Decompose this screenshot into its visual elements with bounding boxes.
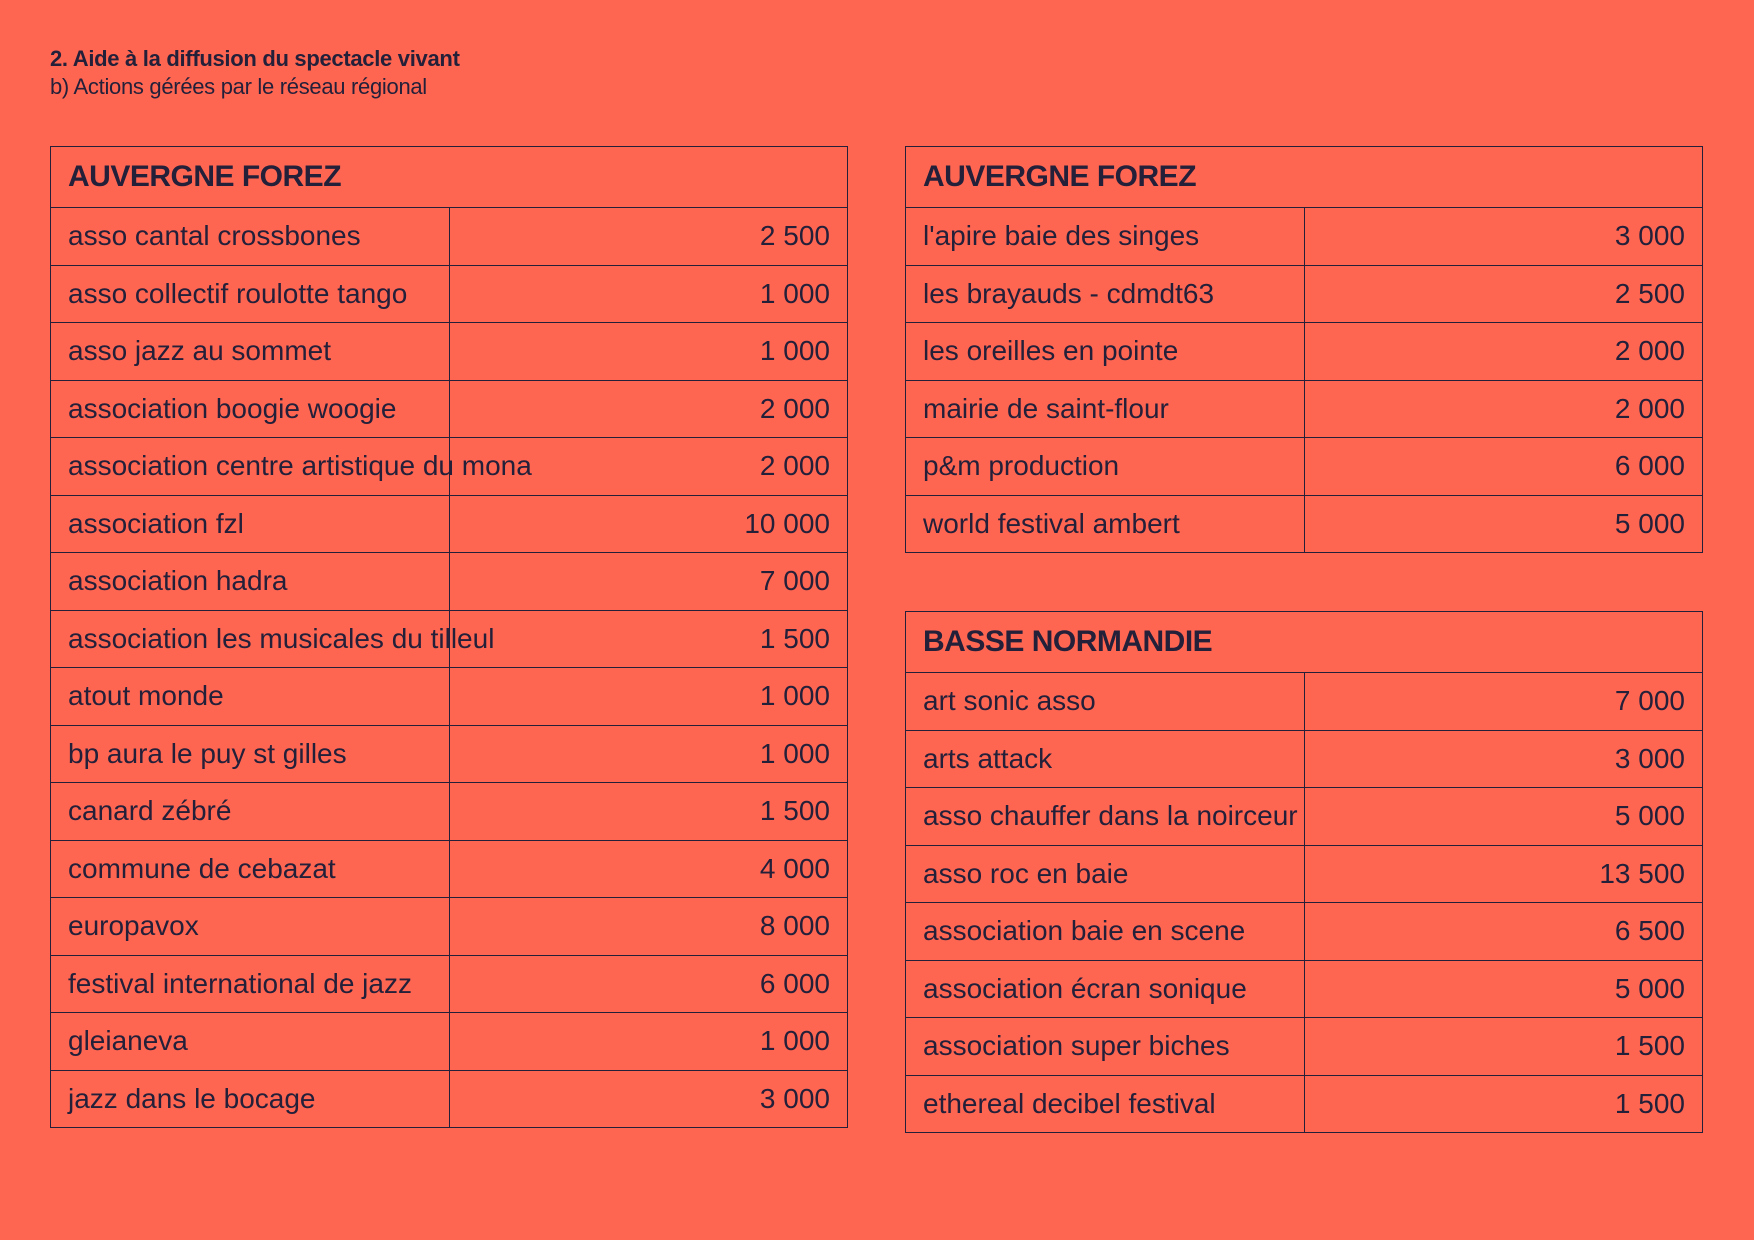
grant-amount: 2 000 [449, 380, 848, 438]
grant-amount: 1 000 [449, 265, 848, 323]
beneficiary-name: asso collectif roulotte tango [51, 265, 450, 323]
beneficiary-name: commune de cebazat [51, 840, 450, 898]
table-row [51, 438, 848, 496]
grant-amount: 13 500 [1304, 845, 1703, 903]
table-row [51, 380, 848, 438]
beneficiary-name: world festival ambert [906, 495, 1305, 553]
table-header-row [906, 612, 1703, 673]
beneficiary-name: festival international de jazz [51, 955, 450, 1013]
beneficiary-name: asso jazz au sommet [51, 323, 450, 381]
grant-amount: 6 500 [1304, 903, 1703, 961]
grant-amount: 1 000 [449, 725, 848, 783]
beneficiary-name: arts attack [906, 730, 1305, 788]
grant-amount: 2 000 [449, 438, 848, 496]
grant-amount: 3 000 [449, 1070, 848, 1128]
grant-amount: 5 000 [1304, 960, 1703, 1018]
grant-amount: 5 000 [1304, 495, 1703, 553]
table-row [906, 1018, 1703, 1076]
grant-amount: 3 000 [1304, 730, 1703, 788]
beneficiary-name: association baie en scene [906, 903, 1305, 961]
beneficiary-name: p&m production [906, 438, 1305, 496]
table-body [906, 208, 1703, 553]
beneficiary-name: association hadra [51, 553, 450, 611]
grant-amount: 7 000 [449, 553, 848, 611]
table-row [906, 845, 1703, 903]
table-row [906, 1075, 1703, 1133]
table-row [906, 208, 1703, 266]
table-header-row [51, 147, 848, 208]
grant-amount: 2 500 [449, 208, 848, 266]
grant-amount: 1 500 [449, 610, 848, 668]
beneficiary-name: canard zébré [51, 783, 450, 841]
table-body [51, 208, 848, 1128]
table-header-row [906, 147, 1703, 208]
grant-amount: 1 500 [1304, 1018, 1703, 1076]
region-table-basse-normandie [905, 611, 1703, 1133]
table-row [51, 783, 848, 841]
table-row [51, 610, 848, 668]
grant-amount: 10 000 [449, 495, 848, 553]
beneficiary-name: asso roc en baie [906, 845, 1305, 903]
table-row [906, 730, 1703, 788]
table-row [906, 265, 1703, 323]
table-row [906, 903, 1703, 961]
page-subtitle: b) Actions gérées par le réseau régional [50, 73, 427, 99]
table-row [51, 840, 848, 898]
table-row [906, 960, 1703, 1018]
grant-amount: 3 000 [1304, 208, 1703, 266]
table-row [906, 438, 1703, 496]
beneficiary-name: association fzl [51, 495, 450, 553]
table-row [906, 788, 1703, 846]
page-heading [50, 45, 460, 100]
table-row [906, 495, 1703, 553]
grant-amount: 7 000 [1304, 673, 1703, 731]
grant-amount: 1 500 [1304, 1075, 1703, 1133]
grant-amount: 2 000 [1304, 323, 1703, 381]
region-title: AUVERGNE FOREZ [906, 147, 1703, 208]
beneficiary-name: jazz dans le bocage [51, 1070, 450, 1128]
table-row [51, 1013, 848, 1071]
table-row [906, 380, 1703, 438]
grant-amount: 6 000 [449, 955, 848, 1013]
grant-amount: 1 000 [449, 323, 848, 381]
beneficiary-name: bp aura le puy st gilles [51, 725, 450, 783]
beneficiary-name: art sonic asso [906, 673, 1305, 731]
grant-amount: 8 000 [449, 898, 848, 956]
beneficiary-name: mairie de saint-flour [906, 380, 1305, 438]
beneficiary-name: atout monde [51, 668, 450, 726]
grant-amount: 2 000 [1304, 380, 1703, 438]
table-row [51, 955, 848, 1013]
grant-amount: 5 000 [1304, 788, 1703, 846]
table-row [51, 265, 848, 323]
grant-amount: 1 000 [449, 668, 848, 726]
grant-amount: 2 500 [1304, 265, 1703, 323]
beneficiary-name: association boogie woogie [51, 380, 450, 438]
region-title: BASSE NORMANDIE [906, 612, 1703, 673]
table-row [906, 673, 1703, 731]
beneficiary-name: l'apire baie des singes [906, 208, 1305, 266]
beneficiary-name: europavox [51, 898, 450, 956]
table-row [51, 1070, 848, 1128]
table-row [51, 208, 848, 266]
table-body [906, 673, 1703, 1133]
beneficiary-name: asso cantal crossbones [51, 208, 450, 266]
beneficiary-name: asso chauffer dans la noirceur [906, 788, 1305, 846]
grant-amount: 1 500 [449, 783, 848, 841]
table-row [51, 725, 848, 783]
beneficiary-name: gleianeva [51, 1013, 450, 1071]
beneficiary-name: association super biches [906, 1018, 1305, 1076]
table-row [51, 495, 848, 553]
beneficiary-name: association centre artistique du mona [51, 438, 450, 496]
beneficiary-name: ethereal decibel festival [906, 1075, 1305, 1133]
region-table-auvergne-forez-1 [50, 146, 848, 1128]
grant-amount: 4 000 [449, 840, 848, 898]
page-title: 2. Aide à la diffusion du spectacle vivant [50, 46, 460, 71]
table-row [906, 323, 1703, 381]
table-row [51, 323, 848, 381]
beneficiary-name: les brayauds - cdmdt63 [906, 265, 1305, 323]
beneficiary-name: association écran sonique [906, 960, 1305, 1018]
table-row [51, 898, 848, 956]
grant-amount: 1 000 [449, 1013, 848, 1071]
region-title: AUVERGNE FOREZ [51, 147, 848, 208]
beneficiary-name: association les musicales du tilleul [51, 610, 450, 668]
table-row [51, 668, 848, 726]
region-table-auvergne-forez-2 [905, 146, 1703, 553]
beneficiary-name: les oreilles en pointe [906, 323, 1305, 381]
grant-amount: 6 000 [1304, 438, 1703, 496]
table-row [51, 553, 848, 611]
